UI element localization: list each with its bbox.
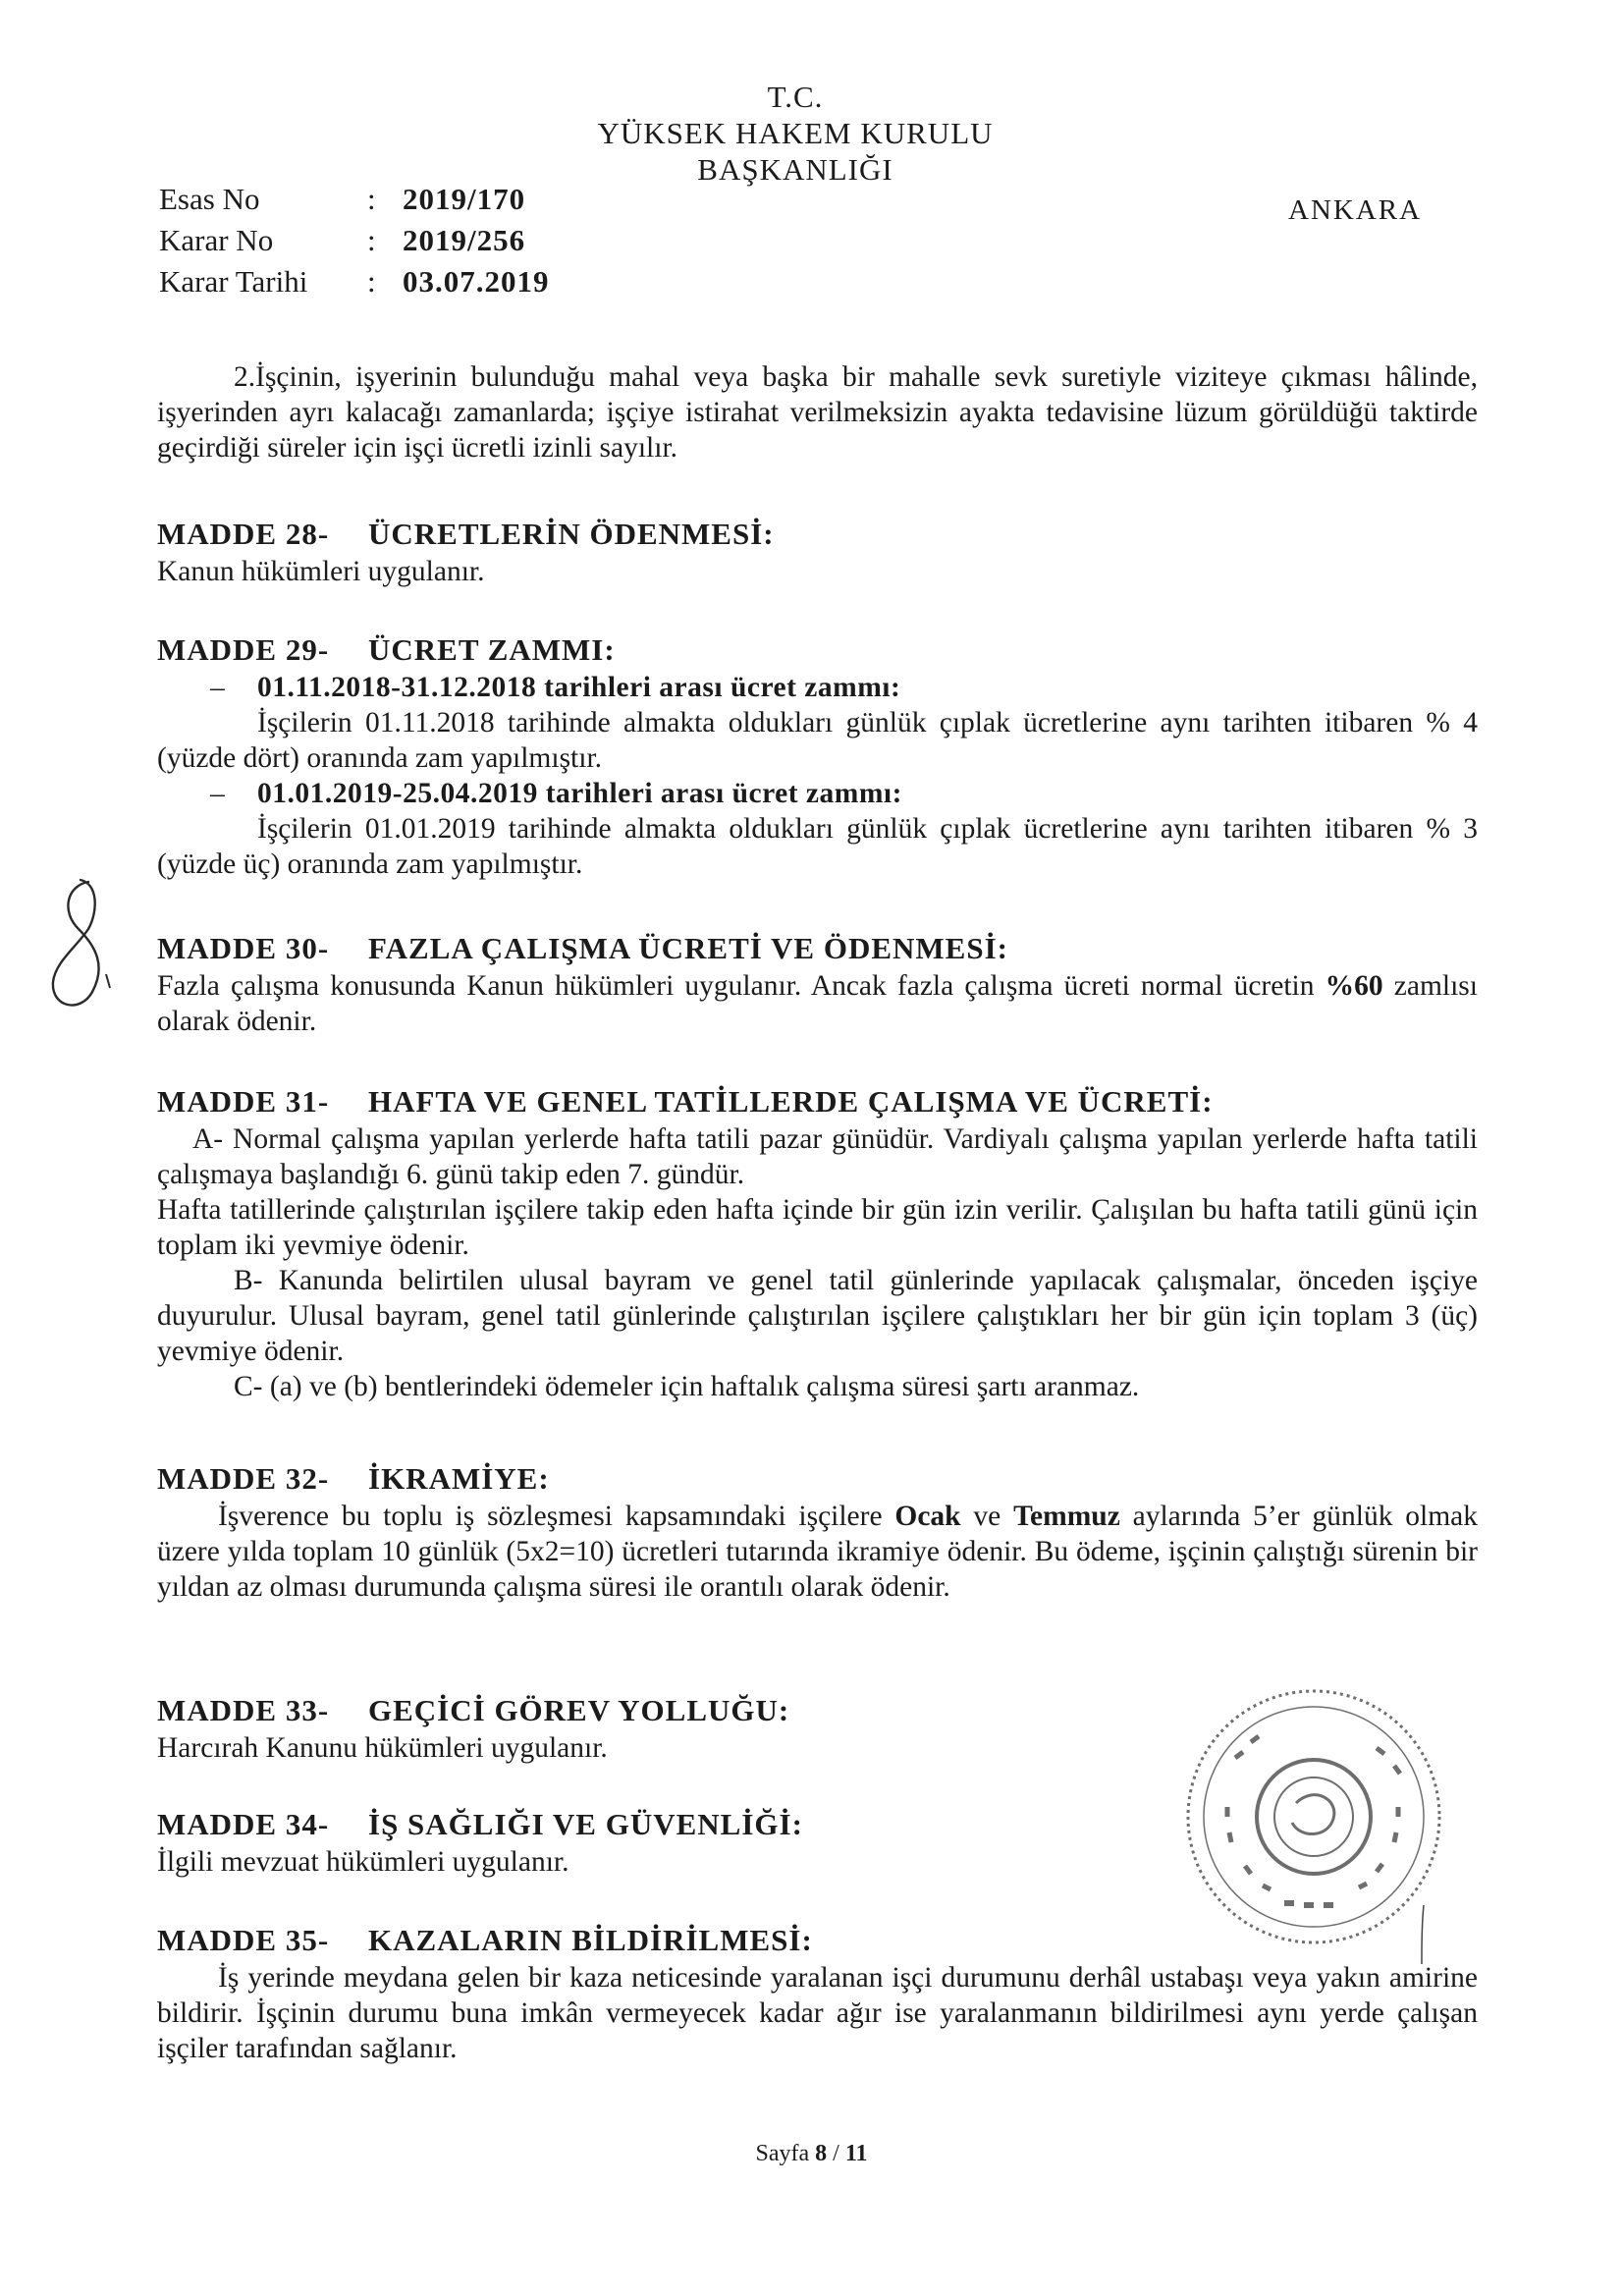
page-footer — [0, 2141, 1623, 2167]
raise-item-heading — [210, 670, 1478, 705]
article-title: ÜCRETLERİN ÖDENMESİ: — [368, 517, 775, 551]
meta-label: Karar Tarihi — [159, 264, 308, 299]
article-text: Harcırah Kanunu hükümleri uygulanır. — [157, 1732, 608, 1764]
article-paragraph-b: B- Kanunda belirtilen ulusal bayram ve genel tatil günlerinde yapılacak çalışmalar, önceden işçiye duyurulur. Ulusal bayram, genel tatil günlerinde çalıştırılan işçilere çalıştıkları her bir gün için toplam 3 (üç) yevmiye ödenir. — [157, 1265, 1478, 1367]
article-28 — [157, 515, 1478, 589]
article-title: İŞ SAĞLIĞI VE GÜVENLİĞİ: — [368, 1807, 803, 1841]
institution-header — [491, 79, 1100, 188]
article-34 — [157, 1805, 1178, 1880]
article-number: MADDE 34- — [157, 1807, 330, 1841]
article-heading — [157, 1459, 1478, 1499]
header-line-institution: YÜKSEK HAKEM KURULU — [597, 116, 994, 150]
article-31 — [157, 1082, 1478, 1404]
meta-separator: : — [367, 223, 376, 257]
article-paragraph-a: A- Normal çalışma yapılan yerlerde hafta tatili pazar günüdür. Vardiyalı çalışma yapılan yerlerde hafta tatili çalışmaya başlandığı 6. günü takip eden 7. gündür. — [157, 1123, 1478, 1190]
article-text: İş yerinde meydana gelen bir kaza neticesinde yaralanan işçi durumunu derhâl ustabaşı veya yakın amirine bildirir. İşçinin durumu buna imkân vermeyecek kadar ağır ise yaralanmanın bildirilmesi aynı yerde çalışan işçiler tarafından sağlanır. — [157, 1962, 1478, 2064]
meta-row-karar-tarihi — [159, 261, 550, 302]
raise-period: 01.01.2019-25.04.2019 tarihleri arası ücret zammı: — [257, 778, 902, 809]
article-heading — [157, 630, 1478, 670]
month-july: Temmuz — [1013, 1501, 1120, 1532]
meta-label: Karar No — [159, 223, 274, 257]
article-number: MADDE 35- — [157, 1923, 330, 1957]
handwritten-number-icon — [37, 872, 126, 1019]
text-part: zamlısı olarak ödenir. — [157, 970, 1478, 1037]
article-number: MADDE 31- — [157, 1084, 330, 1119]
raise-item-text: İşçilerin 01.01.2019 tarihinde almakta oldukları günlük çıplak ücretlerine aynı tarihten itibaren % 3 (yüzde üç) oranında zam yapılmıştır. — [157, 813, 1478, 880]
city-label: ANKARA — [1288, 194, 1423, 226]
article-text: İlgili mevzuat hükümleri uygulanır. — [157, 1846, 569, 1878]
intro-paragraph-block — [157, 359, 1478, 465]
article-title: ÜCRET ZAMMI: — [368, 632, 616, 667]
article-33 — [157, 1691, 1178, 1766]
article-heading — [157, 929, 1478, 968]
article-29 — [157, 630, 1478, 882]
header-line-presidency: BAŞKANLIĞI — [697, 152, 893, 187]
meta-label: Esas No — [159, 182, 260, 216]
meta-row-esas — [159, 179, 550, 220]
page-total: 11 — [844, 2141, 868, 2166]
article-number: MADDE 28- — [157, 517, 330, 551]
page-label: Sayfa — [755, 2141, 816, 2166]
article-text — [157, 1499, 1478, 1605]
meta-value: 03.07.2019 — [403, 264, 550, 299]
article-text — [157, 968, 1478, 1039]
dash-mark: – — [210, 672, 226, 703]
article-number: MADDE 29- — [157, 632, 330, 667]
article-title: GEÇİCİ GÖREV YOLLUĞU: — [368, 1693, 790, 1727]
text-part: ve — [960, 1501, 1014, 1532]
header-line-tc: T.C. — [767, 80, 824, 114]
article-text: Kanun hükümleri uygulanır. — [157, 556, 485, 587]
article-paragraph-c: C- (a) ve (b) bentlerindeki ödemeler için haftalık çalışma süresi şartı aranmaz. — [234, 1371, 1140, 1402]
dash-mark: – — [210, 778, 226, 809]
article-title: İKRAMİYE: — [368, 1461, 550, 1496]
month-january: Ocak — [894, 1501, 961, 1532]
article-title: HAFTA VE GENEL TATİLLERDE ÇALIŞMA VE ÜCRETİ: — [368, 1084, 1214, 1119]
intro-paragraph: 2.İşçinin, işyerinin bulunduğu mahal veya başka bir mahalle sevk suretiyle viziteye çıkması hâlinde, işyerinden ayrı kalacağı zamanlarda; işçiye istirahat verilmeksizin ayakta tedavisine lüzum görüldüğü taktirde geçirdiği süreler için işçi ücretli izinli sayılır. — [157, 361, 1478, 464]
meta-separator: : — [367, 264, 376, 299]
meta-value: 2019/170 — [403, 182, 526, 216]
raise-item-text: İşçilerin 01.11.2018 tarihinde almakta oldukları günlük çıplak ücretlerine aynı tarihten itibaren % 4 (yüzde dört) oranında zam yapılmıştır. — [157, 707, 1478, 774]
raise-period: 01.11.2018-31.12.2018 tarihleri arası ücret zammı: — [257, 672, 901, 703]
meta-row-karar — [159, 220, 550, 261]
article-title: KAZALARIN BİLDİRİLMESİ: — [368, 1923, 813, 1957]
article-paragraph-a2: Hafta tatillerinde çalıştırılan işçilere takip eden hafta içinde bir gün izin verilir. Çalışılan bu hafta tatili günü için toplam iki yevmiye ödenir. — [157, 1194, 1478, 1261]
article-number: MADDE 32- — [157, 1461, 330, 1496]
page-current: 8 — [815, 2141, 828, 2166]
text-part: Fazla çalışma konusunda Kanun hükümleri uygulanır. Ancak fazla çalışma ücreti normal ücretin — [157, 970, 1325, 1002]
meta-value: 2019/256 — [403, 223, 526, 257]
raise-item-heading — [210, 776, 1478, 811]
case-meta — [159, 179, 550, 302]
text-part: İşverence bu toplu iş sözleşmesi kapsamındaki işçilere — [218, 1501, 895, 1532]
meta-separator: : — [367, 182, 376, 216]
article-number: MADDE 30- — [157, 931, 330, 965]
rate-value: %60 — [1325, 970, 1383, 1002]
article-heading — [157, 1082, 1478, 1121]
article-30 — [157, 929, 1478, 1039]
article-32 — [157, 1459, 1478, 1605]
article-heading — [157, 1691, 1178, 1730]
article-title: FAZLA ÇALIŞMA ÜCRETİ VE ÖDENMESİ: — [368, 931, 1008, 965]
official-stamp-icon — [1166, 1669, 1461, 1964]
article-heading — [157, 1805, 1178, 1844]
article-number: MADDE 33- — [157, 1693, 330, 1727]
article-heading — [157, 515, 1478, 554]
page-sep: / — [827, 2141, 845, 2166]
text-part: aylarında 5’er günlük olmak üzere yılda toplam 10 günlük (5x2=10) ücretleri tutarında ikramiye ödenir. Bu ödeme, işçinin çalıştığı sürenin bir yıldan az olması durumunda çalışma süresi ile orantılı olarak ödenir. — [157, 1501, 1478, 1603]
